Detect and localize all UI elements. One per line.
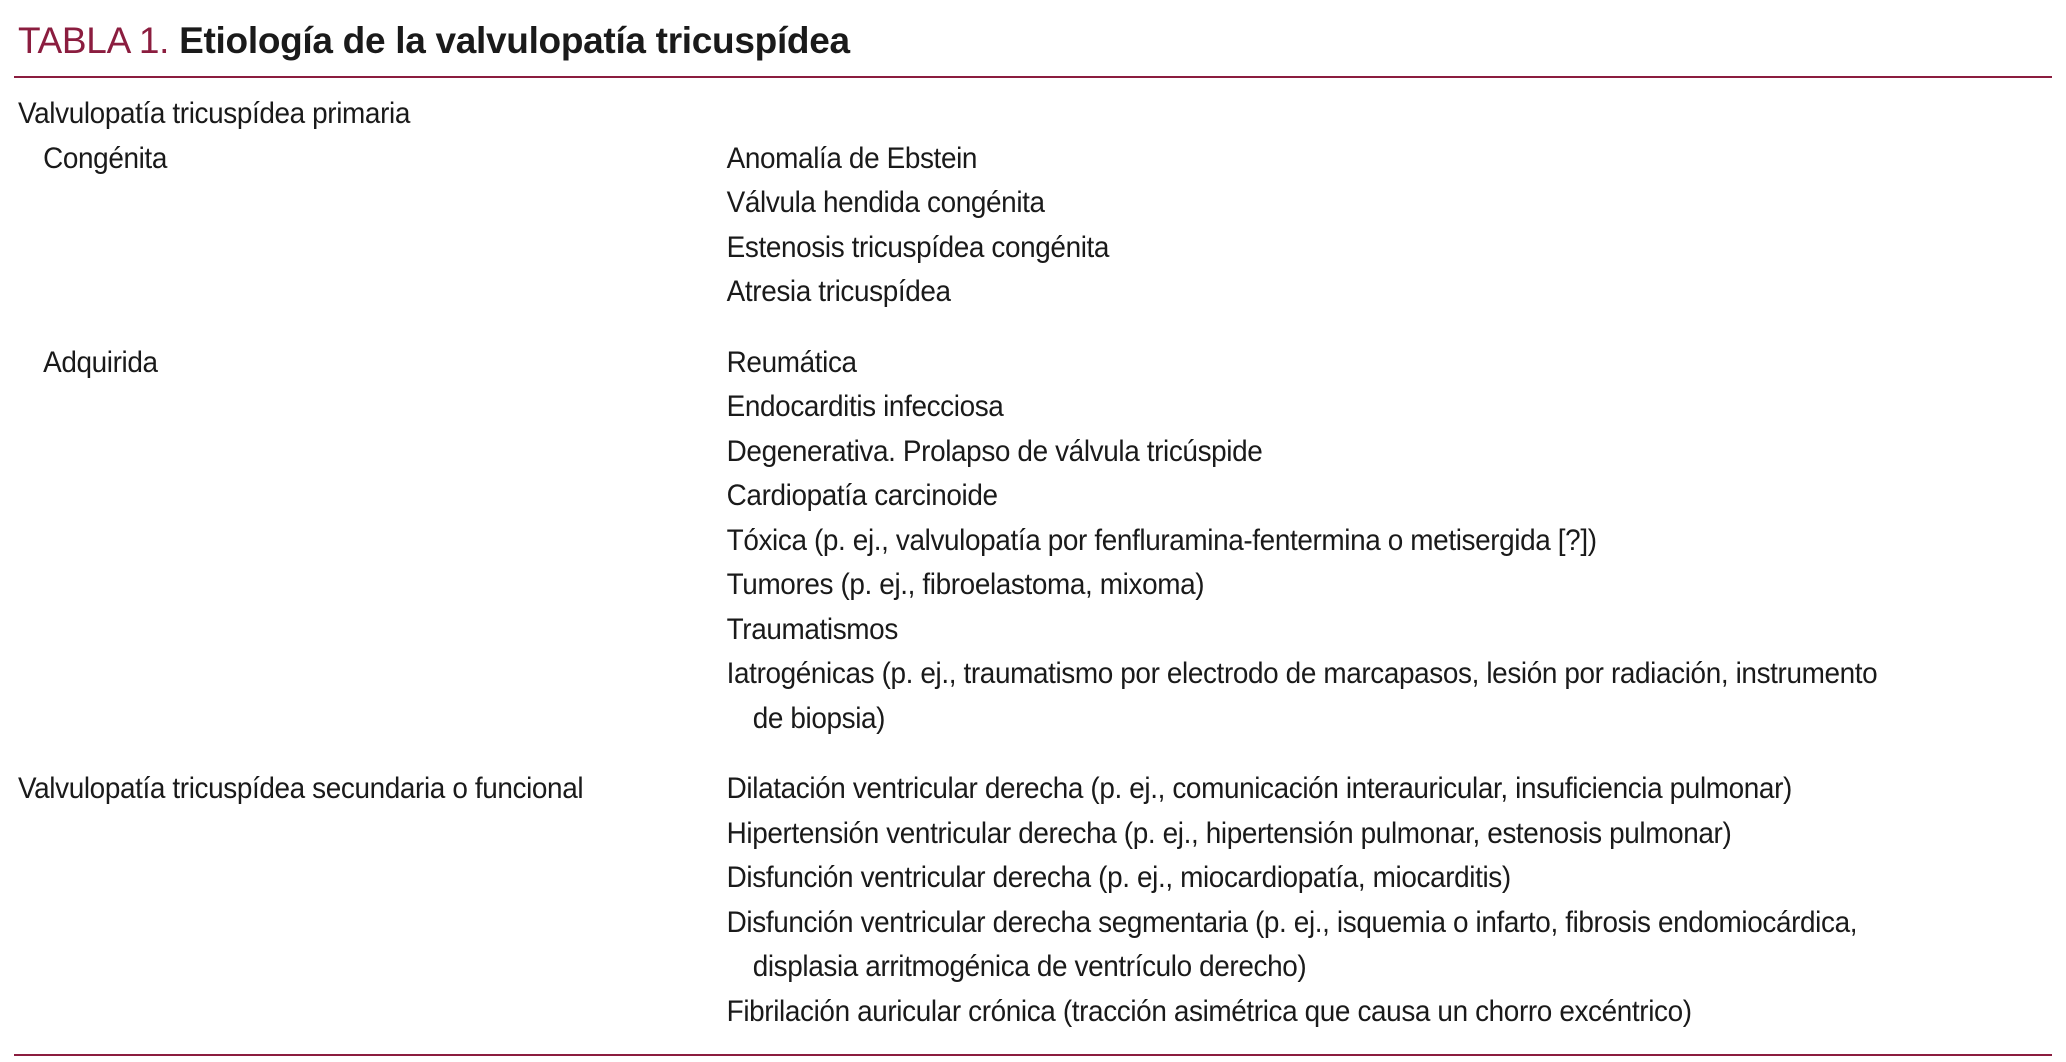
list-item: Anomalía de Ebstein	[726, 141, 978, 175]
list-item: Endocarditis infecciosa	[726, 390, 1004, 423]
table-heading: Etiología de la valvulopatía tricuspídea	[179, 20, 850, 61]
secondary-section	[18, 767, 1906, 1034]
list-item: Hipertensión ventricular derecha (p. ej., hipertensión pulmonar, estenosis pulmonar)	[726, 816, 1732, 850]
list-item: Tóxica (p. ej., valvulopatía por fenfluramina-fentermina o metisergida [?])	[726, 523, 1597, 557]
secondary-row	[18, 767, 1906, 1034]
list-item: Reumática	[726, 345, 857, 379]
list-item: Atresia tricuspídea	[726, 275, 951, 308]
bottom-divider	[14, 1054, 2052, 1056]
top-divider	[14, 76, 2052, 78]
acquired-items	[727, 341, 1906, 742]
table-label: TABLA 1.	[18, 20, 170, 61]
list-item: Disfunción ventricular derecha (p. ej., miocardiopatía, miocarditis)	[726, 861, 1511, 894]
congenital-label: Congénita	[43, 141, 167, 175]
congenital-items	[727, 137, 1906, 315]
list-item: Cardiopatía carcinoide	[726, 479, 998, 512]
acquired-label: Adquirida	[43, 345, 158, 379]
list-item: Estenosis tricuspídea congénita	[726, 230, 1110, 264]
list-item: Degenerativa. Prolapso de válvula tricúspide	[726, 434, 1263, 468]
acquired-row	[18, 341, 1906, 742]
list-item: Traumatismos	[726, 612, 898, 646]
secondary-label: Valvulopatía tricuspídea secundaria o funcional	[18, 772, 584, 805]
list-item: Tumores (p. ej., fibroelastoma, mixoma)	[726, 568, 1205, 601]
primary-heading: Valvulopatía tricuspídea primaria	[18, 97, 410, 130]
list-item: Dilatación ventricular derecha (p. ej., comunicación interauricular, insuficiencia pulmonar)	[726, 772, 1792, 805]
list-item: Disfunción ventricular derecha segmentaria (p. ej., isquemia o infarto, fibrosis endomiocárdica, displasia arritmogénica de ventrículo derecho)	[726, 905, 1858, 983]
congenital-row	[18, 137, 1906, 315]
secondary-items	[727, 767, 1906, 1034]
table-title	[18, 14, 850, 68]
list-item: Válvula hendida congénita	[726, 186, 1045, 219]
list-item: Iatrogénicas (p. ej., traumatismo por electrodo de marcapasos, lesión por radiación, instrumento de biopsia)	[726, 657, 1878, 735]
list-item: Fibrilación auricular crónica (tracción asimétrica que causa un chorro excéntrico)	[726, 994, 1692, 1028]
primary-section	[18, 92, 1906, 741]
table-body	[18, 92, 1906, 1034]
